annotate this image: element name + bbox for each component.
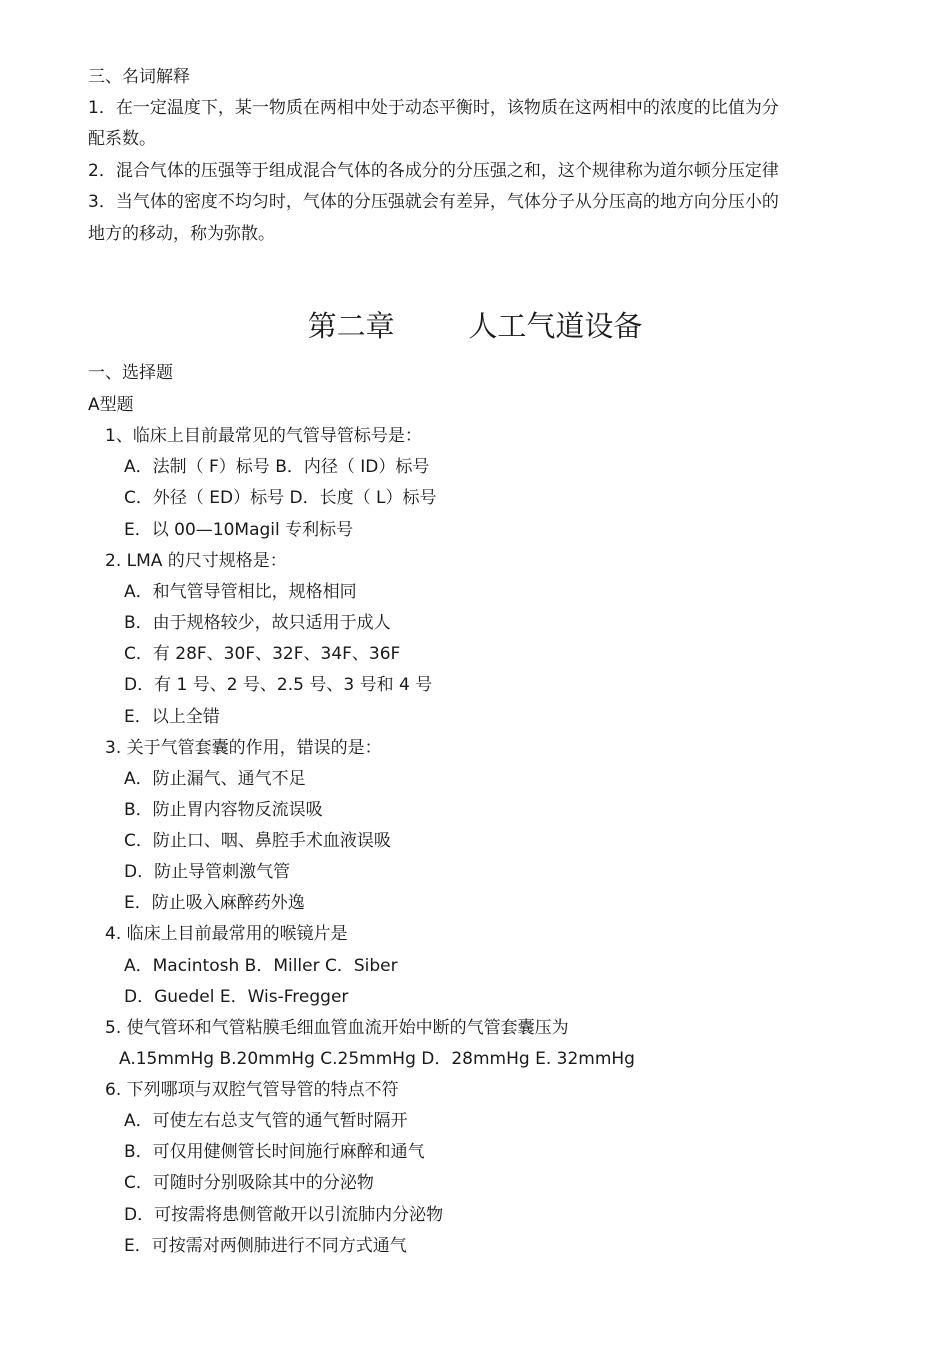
question-stem-5: 5. 使气管环和气管粘膜毛细血管血流开始中断的气管套囊压为 <box>105 1018 569 1038</box>
question-2-option-e: E．以上全错 <box>124 707 220 727</box>
question-1-option-line-3: E．以 00—10Magil 专利标号 <box>124 520 354 540</box>
question-6-option-d: D．可按需将患侧管敞开以引流肺内分泌物 <box>124 1205 444 1225</box>
question-3-option-d: D．防止导管刺激气管 <box>124 862 291 882</box>
section-heading-terms: 三、名词解释 <box>88 67 190 87</box>
question-type-heading: A型题 <box>88 395 134 415</box>
question-4-option-line-1: A．Macintosh B．Miller C．Siber <box>124 956 398 976</box>
question-5-options: A.15mmHg B.20mmHg C.25mmHg D．28mmHg E. 32mmHg <box>119 1049 635 1069</box>
term-definition-3-cont: 地方的移动，称为弥散。 <box>88 224 275 244</box>
chapter-title: 第二章 人工气道设备 <box>307 309 643 343</box>
question-1-option-line-2: C．外径（ ED）标号 D．长度（ L）标号 <box>124 488 437 508</box>
question-6-option-e: E．可按需对两侧肺进行不同方式通气 <box>124 1236 407 1256</box>
question-2-option-d: D．有 1 号、2 号、2.5 号、3 号和 4 号 <box>124 675 433 695</box>
term-definition-2: 2．混合气体的压强等于组成混合气体的各成分的分压强之和，这个规律称为道尔顿分压定律 <box>88 161 779 181</box>
question-3-option-c: C．防止口、咽、鼻腔手术血液误吸 <box>124 831 391 851</box>
question-1-option-line-1: A．法制（ F）标号 B．内径（ ID）标号 <box>124 457 430 477</box>
question-3-option-a: A．防止漏气、通气不足 <box>124 769 306 789</box>
question-stem-1: 1、临床上目前最常见的气管导管标号是： <box>105 426 422 446</box>
question-6-option-b: B．可仅用健侧管长时间施行麻醉和通气 <box>124 1142 425 1162</box>
term-definition-1: 1．在一定温度下，某一物质在两相中处于动态平衡时，该物质在这两相中的浓度的比值为分 <box>88 98 779 118</box>
term-definition-3: 3．当气体的密度不均匀时，气体的分压强就会有差异，气体分子从分压高的地方向分压小的 <box>88 192 779 212</box>
question-3-option-e: E．防止吸入麻醉药外逸 <box>124 893 305 913</box>
question-stem-4: 4. 临床上目前最常用的喉镜片是 <box>105 924 348 944</box>
question-2-option-b: B．由于规格较少，故只适用于成人 <box>124 613 391 633</box>
question-stem-6: 6. 下列哪项与双腔气管导管的特点不符 <box>105 1080 399 1100</box>
question-2-option-a: A．和气管导管相比，规格相同 <box>124 582 357 602</box>
question-stem-3: 3. 关于气管套囊的作用，错误的是： <box>105 738 382 758</box>
question-6-option-a: A．可使左右总支气管的通气暂时隔开 <box>124 1111 408 1131</box>
question-4-option-line-2: D．Guedel E．Wis-Fregger <box>124 987 349 1007</box>
term-definition-1-cont: 配系数。 <box>88 129 156 149</box>
question-6-option-c: C．可随时分别吸除其中的分泌物 <box>124 1173 374 1193</box>
question-2-option-c: C．有 28F、30F、32F、34F、36F <box>124 644 401 664</box>
section-heading-choice: 一、选择题 <box>88 363 173 383</box>
question-3-option-b: B．防止胃内容物反流误吸 <box>124 800 323 820</box>
question-stem-2: 2. LMA 的尺寸规格是： <box>105 551 287 571</box>
